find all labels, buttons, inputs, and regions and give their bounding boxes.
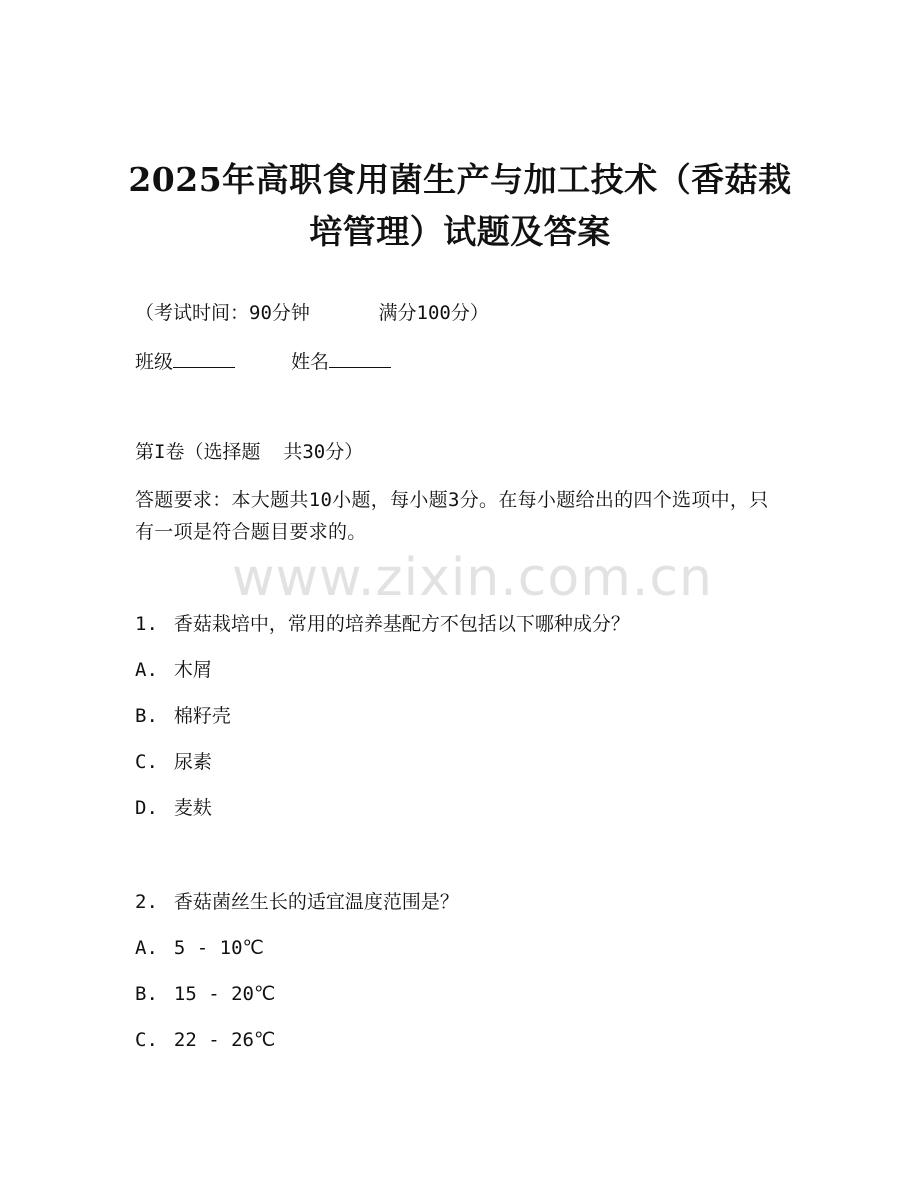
class-label: 班级 — [135, 351, 174, 373]
class-blank — [173, 353, 235, 368]
document-title — [120, 154, 800, 258]
question-1-stem: 1. 香菇栽培中，常用的培养基配方不包括以下哪种成分？ — [135, 613, 630, 635]
title-line-2: 培管理）试题及答案 — [309, 212, 611, 251]
section-heading: 第I卷（选择题 共30分） — [135, 441, 364, 463]
question-2 — [135, 890, 459, 1052]
student-info-row — [135, 350, 391, 374]
question-1 — [135, 612, 630, 820]
question-2-option-a: A. 5 - 10℃ — [135, 937, 264, 959]
instructions: 答题要求：本大题共10小题，每小题3分。在每小题给出的四个选项中，只有一项是符合题目要求的。 — [135, 489, 769, 543]
question-2-option-c: C. 22 - 26℃ — [135, 1029, 276, 1051]
exam-info: （考试时间：90分钟 满分100分） — [135, 302, 489, 324]
name-blank — [329, 353, 391, 368]
watermark: www.zixin.com.cn — [232, 548, 713, 608]
question-1-option-b: B. 棉籽壳 — [135, 705, 231, 727]
question-2-stem: 2. 香菇菌丝生长的适宜温度范围是？ — [135, 891, 459, 913]
question-1-option-c: C. 尿素 — [135, 751, 212, 773]
question-2-option-b: B. 15 - 20℃ — [135, 983, 276, 1005]
question-1-option-a: A. 木屑 — [135, 659, 212, 681]
name-label: 姓名 — [291, 351, 330, 373]
title-line-1: 2025年高职食用菌生产与加工技术（香菇栽 — [128, 160, 792, 199]
question-1-option-d: D. 麦麸 — [135, 797, 212, 819]
